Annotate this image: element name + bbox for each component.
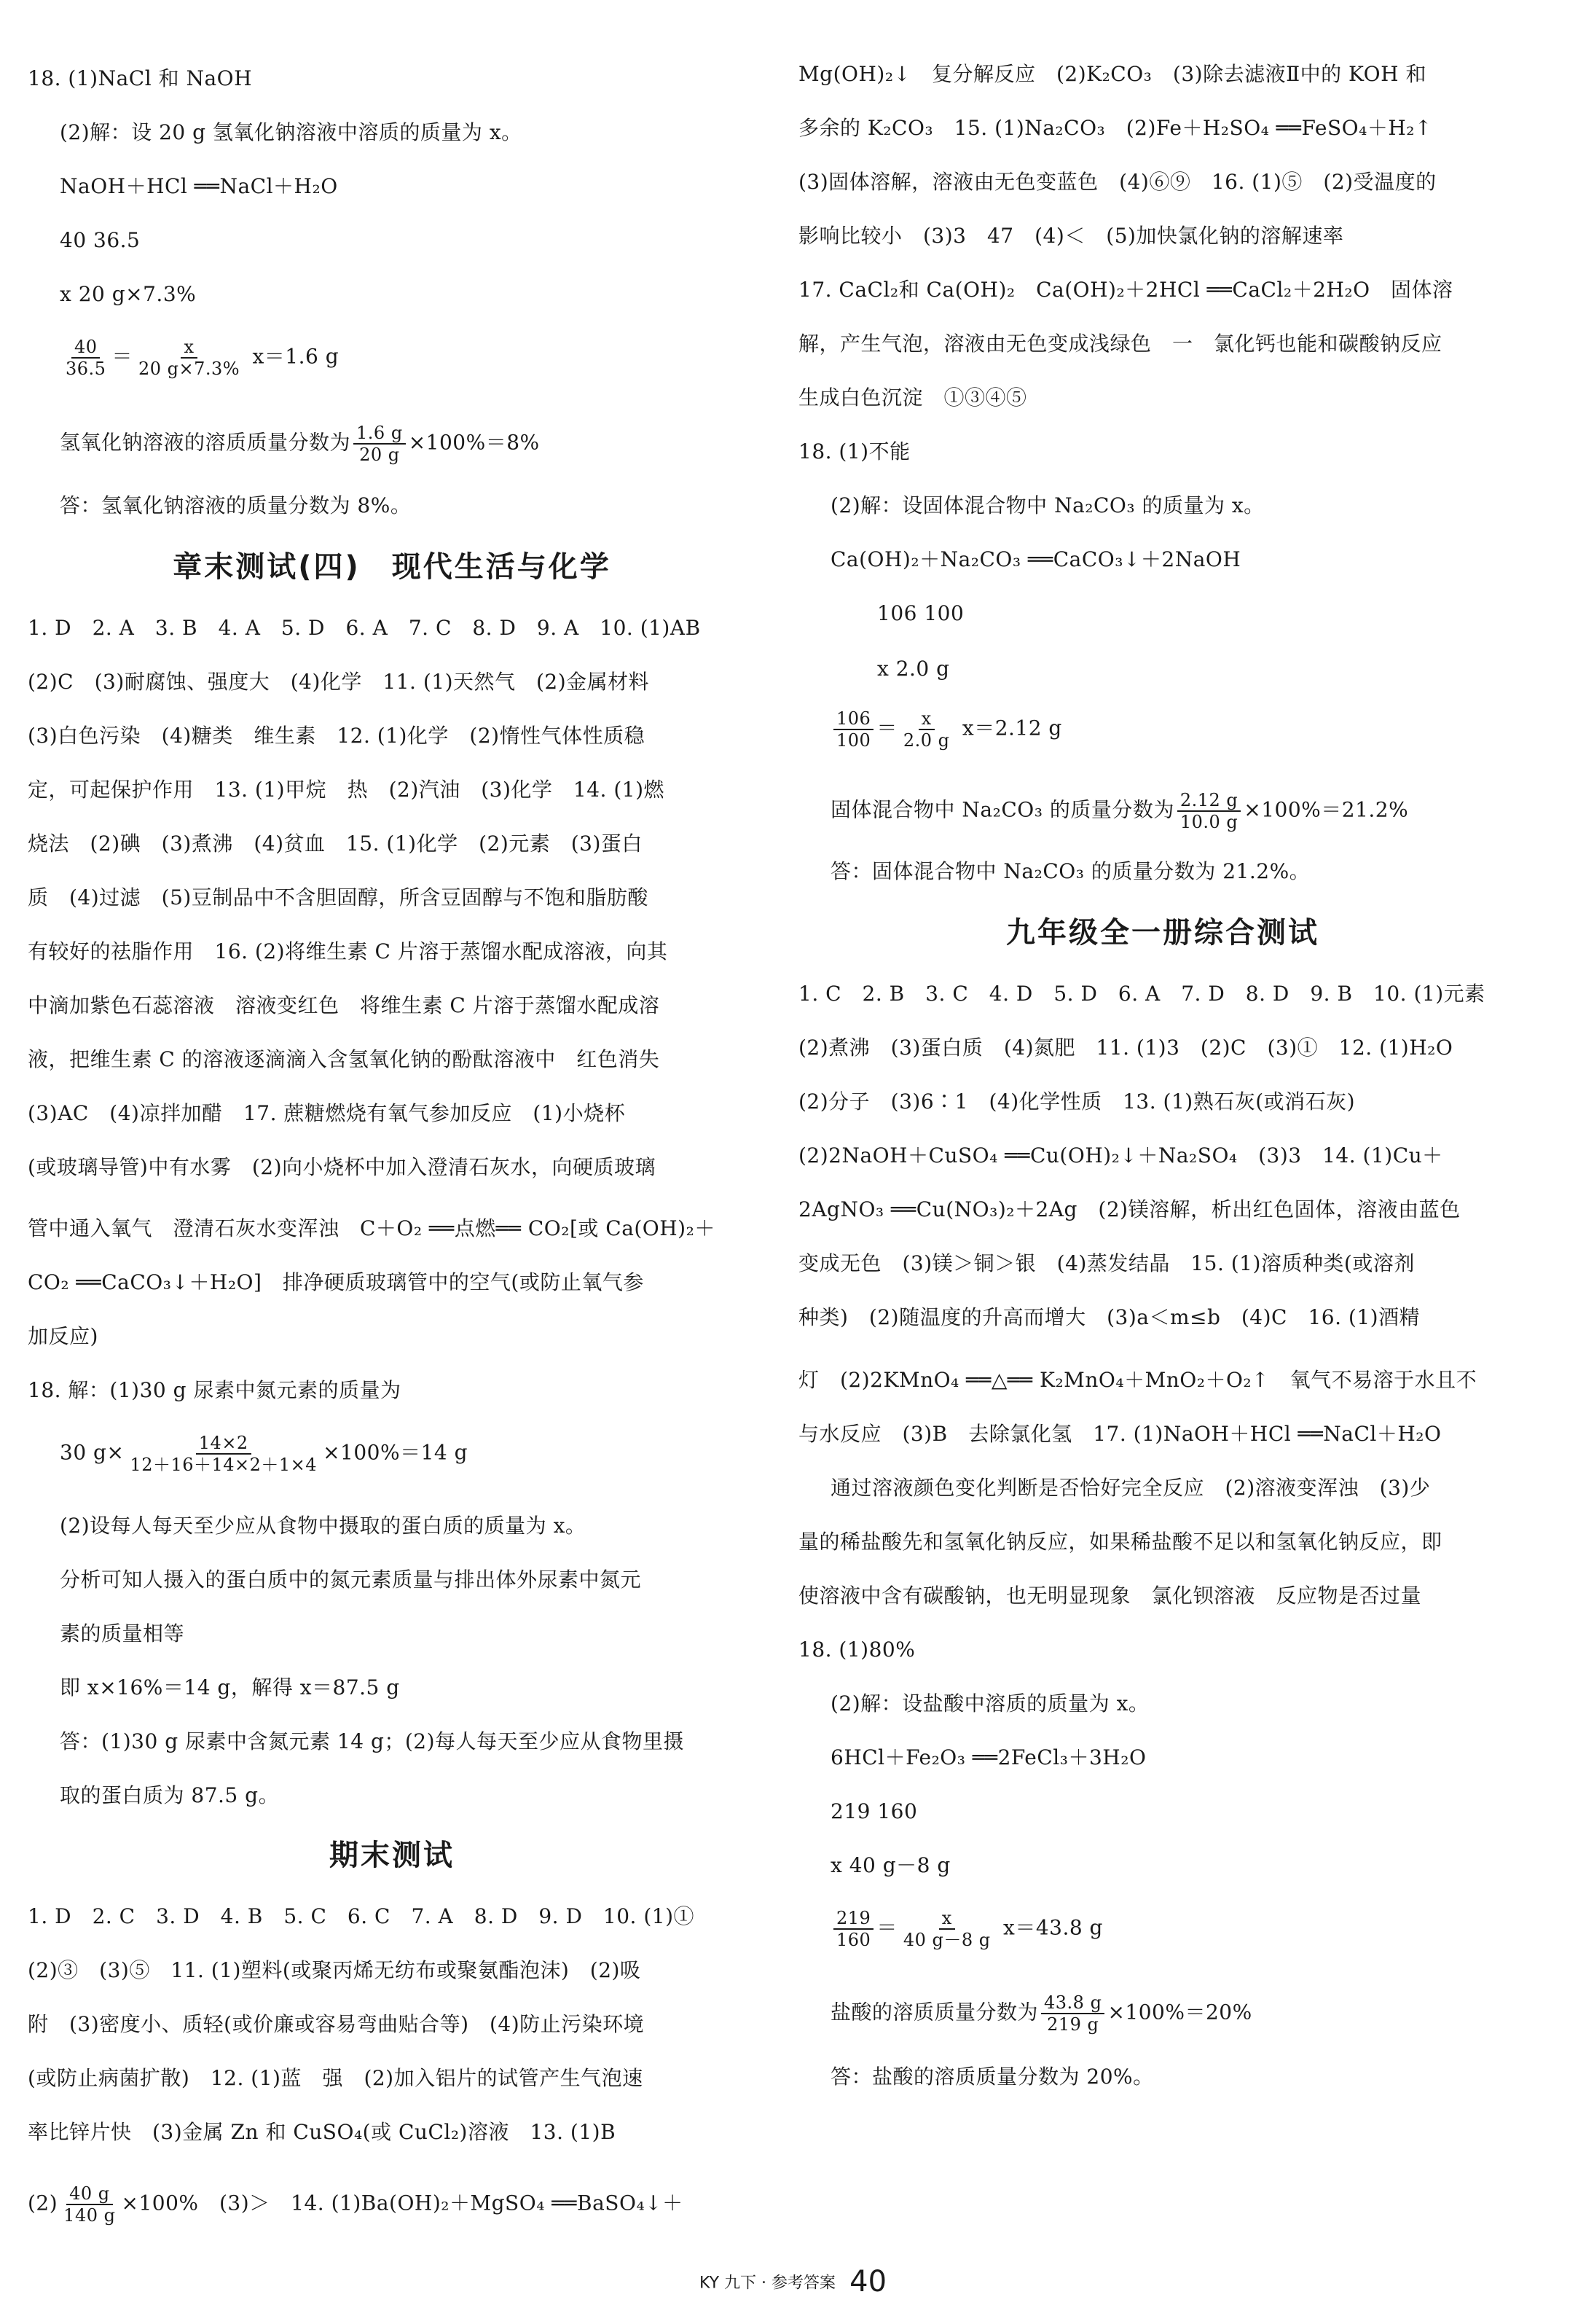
section-heading: 九年级全一册综合测试	[1006, 916, 1319, 950]
equation-line: 40 36.5	[60, 228, 141, 252]
answer-line: (2)设每人每天至少应从食物中摄取的蛋白质的质量为 x。	[60, 1514, 586, 1538]
answer-line: 盐酸的溶质质量分数为 $\frac{43.8 g}{219 g}$ ×100%＝20%	[831, 1992, 1252, 2035]
proportion-line: $\frac{106}{100}$ ＝ $\frac{x}{2.0 g}$ x＝2.12 g	[831, 708, 1062, 751]
answer-line: (3)固体溶解，溶液由无色变蓝色 (4)⑥⑨ 16. (1)⑤ (2)受温度的	[798, 170, 1437, 194]
answer-line: 18. 解：(1)30 g 尿素中氮元素的质量为	[28, 1378, 401, 1402]
answer-line: (2)煮沸 (3)蛋白质 (4)氮肥 11. (1)3 (2)C (3)① 12. (1)H₂O	[798, 1036, 1453, 1060]
answer-line: (2)解：设盐酸中溶质的质量为 x。	[831, 1691, 1150, 1715]
answer-line: 种类) (2)随温度的升高而增大 (3)a＜m≤b (4)C 16. (1)酒精	[798, 1305, 1421, 1329]
answer-line: (或防止病菌扩散) 12. (1)蓝 强 (2)加入铝片的试管产生气泡速	[28, 2066, 643, 2090]
equation-line: 219 160	[831, 1799, 918, 1823]
answer-line: 变成无色 (3)镁＞铜＞银 (4)蒸发结晶 15. (1)溶质种类(或溶剂	[798, 1251, 1415, 1275]
answer-line: 即 x×16%＝14 g，解得 x＝87.5 g	[60, 1675, 400, 1699]
answer-line: 烧法 (2)碘 (3)煮沸 (4)贫血 15. (1)化学 (2)元素 (3)蛋白	[28, 832, 643, 856]
proportion-line: $\frac{40}{36.5}$ ＝ $\frac{x}{20 g\times 7.3\%}$ x＝1.6 g	[60, 337, 339, 379]
answer-line: (或玻璃导管)中有水雾 (2)向小烧杯中加入澄清石灰水，向硬质玻璃	[28, 1155, 656, 1179]
answer-line: 18. (1)不能	[798, 439, 911, 463]
equation-line: x 20 g×7.3%	[60, 282, 197, 306]
answer-line: 答：(1)30 g 尿素中含氮元素 14 g；(2)每人每天至少应从食物里摄	[60, 1729, 685, 1753]
answer-line: 影响比较小 (3)3 47 (4)＜ (5)加快氯化钠的溶解速率	[798, 224, 1344, 248]
answer-line: 18. (1)NaCl 和 NaOH	[28, 66, 253, 90]
answer-line: (3)白色污染 (4)糖类 维生素 12. (1)化学 (2)惰性气体性质稳	[28, 724, 645, 748]
answer-line: (2)分子 (3)6∶1 (4)化学性质 13. (1)熟石灰(或消石灰)	[798, 1089, 1356, 1114]
equation-line: x 40 g－8 g	[831, 1853, 951, 1877]
answer-line: 定，可起保护作用 13. (1)甲烷 热 (2)汽油 (3)化学 14. (1)燃	[28, 778, 665, 802]
section-heading: 期末测试	[329, 1839, 455, 1872]
page-footer	[0, 2265, 1586, 2298]
answer-line: 取的蛋白质为 87.5 g。	[60, 1783, 280, 1807]
answer-line: 18. (1)80%	[798, 1638, 916, 1662]
answer-line: 答：盐酸的溶质质量分数为 20%。	[831, 2065, 1154, 2089]
answer-line: 液，把维生素 C 的溶液逐滴滴入含氢氧化钠的酚酞溶液中 红色消失	[28, 1047, 660, 1071]
proportion-line: $\frac{219}{160}$ ＝ $\frac{x}{40 g-8 g}$ x＝43.8 g	[831, 1908, 1103, 1950]
answer-line: (2)解：设固体混合物中 Na₂CO₃ 的质量为 x。	[831, 493, 1265, 517]
answer-line: 答：固体混合物中 Na₂CO₃ 的质量分数为 21.2%。	[831, 859, 1311, 883]
answer-line: 1. D 2. C 3. D 4. B 5. C 6. C 7. A 8. D 9. D 10. (1)①	[28, 1904, 694, 1928]
answer-line: 中滴加紫色石蕊溶液 溶液变红色 将维生素 C 片溶于蒸馏水配成溶	[28, 993, 660, 1017]
equation-line: 30 g× $\frac{14\times 2}{12+16+14\times 2+1\times 4}$ ×100%＝14 g	[60, 1433, 468, 1475]
fraction: $\frac{x}{20 g\times 7.3\%}$	[138, 337, 240, 379]
answer-line: (2)C (3)耐腐蚀、强度大 (4)化学 11. (1)天然气 (2)金属材料	[28, 670, 650, 694]
answer-line: 生成白色沉淀 ①③④⑤	[798, 386, 1027, 410]
page-number: 40	[849, 2265, 887, 2298]
section-heading: 章末测试(四) 现代生活与化学	[173, 550, 611, 584]
answer-line: 素的质量相等	[60, 1621, 185, 1646]
footer-label: KY 九下 · 参考答案	[699, 2274, 836, 2293]
answer-line: CO₂ ══CaCO₃↓＋H₂O] 排净硬质玻璃管中的空气(或防止氧气参	[28, 1270, 644, 1294]
equation-line: NaOH＋HCl ══NaCl＋H₂O	[60, 174, 338, 198]
answer-line: 固体混合物中 Na₂CO₃ 的质量分数为 $\frac{2.12 g}{10.0 g}$ ×100%＝21.2%	[831, 790, 1409, 832]
answer-line: 与水反应 (3)B 去除氯化氢 17. (1)NaOH＋HCl ══NaCl＋H₂O	[798, 1422, 1442, 1446]
fraction: $\frac{14\times 2}{12+16+14\times 2+1\times 4}$	[130, 1433, 318, 1475]
answer-line: 管中通入氧气 澄清石灰水变浑浊 C＋O₂ ══点燃══ CO₂[或 Ca(OH)₂＋	[28, 1216, 715, 1240]
fraction: $\frac{1.6 g}{20 g}$	[353, 423, 406, 465]
answer-line: 1. D 2. A 3. B 4. A 5. D 6. A 7. C 8. D 9. A 10. (1)AB	[28, 616, 701, 640]
answer-line: (2) $\frac{40 g}{140 g}$ ×100% (3)＞ 14. (1)Ba(OH)₂＋MgSO₄ ══BaSO₄↓＋	[28, 2183, 683, 2226]
answer-line: 解，产生气泡，溶液由无色变成浅绿色 一 氯化钙也能和碳酸钠反应	[798, 332, 1442, 356]
answer-line: Mg(OH)₂↓ 复分解反应 (2)K₂CO₃ (3)除去滤液Ⅱ中的 KOH 和	[798, 62, 1426, 86]
answer-line: (2)解：设 20 g 氢氧化钠溶液中溶质的质量为 x。	[60, 120, 522, 144]
answer-line: 多余的 K₂CO₃ 15. (1)Na₂CO₃ (2)Fe＋H₂SO₄ ══FeSO₄＋H₂↑	[798, 116, 1432, 140]
answer-line: 量的稀盐酸先和氢氧化钠反应，如果稀盐酸不足以和氢氧化钠反应，即	[798, 1530, 1442, 1554]
answer-line: 通过溶液颜色变化判断是否恰好完全反应 (2)溶液变浑浊 (3)少	[831, 1476, 1431, 1500]
fraction: $\frac{40 g}{140 g}$	[63, 2183, 116, 2226]
answer-line: 分析可知人摄入的蛋白质中的氮元素质量与排出体外尿素中氮元	[60, 1568, 642, 1592]
answer-line: 有较好的祛脂作用 16. (2)将维生素 C 片溶于蒸馏水配成溶液，向其	[28, 939, 668, 963]
equation-line: 106 100	[877, 601, 965, 625]
fraction: $\frac{43.8 g}{219 g}$	[1041, 1992, 1104, 2035]
answer-line: 率比锌片快 (3)金属 Zn 和 CuSO₄(或 CuCl₂)溶液 13. (1)B	[28, 2120, 616, 2144]
answer-line: 质 (4)过滤 (5)豆制品中不含胆固醇，所含豆固醇与不饱和脂肪酸	[28, 885, 648, 909]
answer-line: (3)AC (4)凉拌加醋 17. 蔗糖燃烧有氧气参加反应 (1)小烧杯	[28, 1101, 626, 1125]
equation-line: x 2.0 g	[877, 657, 950, 681]
fraction: $\frac{2.12 g}{10.0 g}$	[1177, 790, 1241, 832]
fraction: $\frac{219}{160}$	[833, 1908, 874, 1950]
answer-line: 使溶液中含有碳酸钠，也无明显现象 氯化钡溶液 反应物是否过量	[798, 1584, 1422, 1608]
answer-line: 答：氢氧化钠溶液的质量分数为 8%。	[60, 493, 412, 517]
answer-line: 氢氧化钠溶液的溶质质量分数为 $\frac{1.6 g}{20 g}$ ×100%＝8%	[60, 423, 540, 465]
answer-line: (2)③ (3)⑤ 11. (1)塑料(或聚丙烯无纺布或聚氨酯泡沫) (2)吸	[28, 1958, 641, 1982]
answer-line: 加反应)	[28, 1324, 98, 1348]
fraction: $\frac{x}{2.0 g}$	[903, 708, 950, 751]
equation-line: Ca(OH)₂＋Na₂CO₃ ══CaCO₃↓＋2NaOH	[831, 547, 1241, 571]
answer-line: 灯 (2)2KMnO₄ ══△══ K₂MnO₄＋MnO₂＋O₂↑ 氧气不易溶于水且不	[798, 1368, 1477, 1392]
answer-line: 2AgNO₃ ══Cu(NO₃)₂＋2Ag (2)镁溶解，析出红色固体，溶液由蓝色	[798, 1197, 1461, 1221]
fraction: $\frac{40}{36.5}$	[66, 337, 106, 379]
equation-line: 6HCl＋Fe₂O₃ ══2FeCl₃＋3H₂O	[831, 1745, 1147, 1769]
answer-line: 17. CaCl₂和 Ca(OH)₂ Ca(OH)₂＋2HCl ══CaCl₂＋2H₂O 固体溶	[798, 278, 1453, 302]
answer-line: (2)2NaOH＋CuSO₄ ══Cu(OH)₂↓＋Na₂SO₄ (3)3 14. (1)Cu＋	[798, 1143, 1443, 1167]
answer-line: 附 (3)密度小、质轻(或价廉或容易弯曲贴合等) (4)防止污染环境	[28, 2012, 645, 2036]
fraction: $\frac{x}{40 g-8 g}$	[903, 1908, 991, 1950]
fraction: $\frac{106}{100}$	[833, 708, 874, 751]
answer-line: 1. C 2. B 3. C 4. D 5. D 6. A 7. D 8. D 9. B 10. (1)元素	[798, 982, 1485, 1006]
